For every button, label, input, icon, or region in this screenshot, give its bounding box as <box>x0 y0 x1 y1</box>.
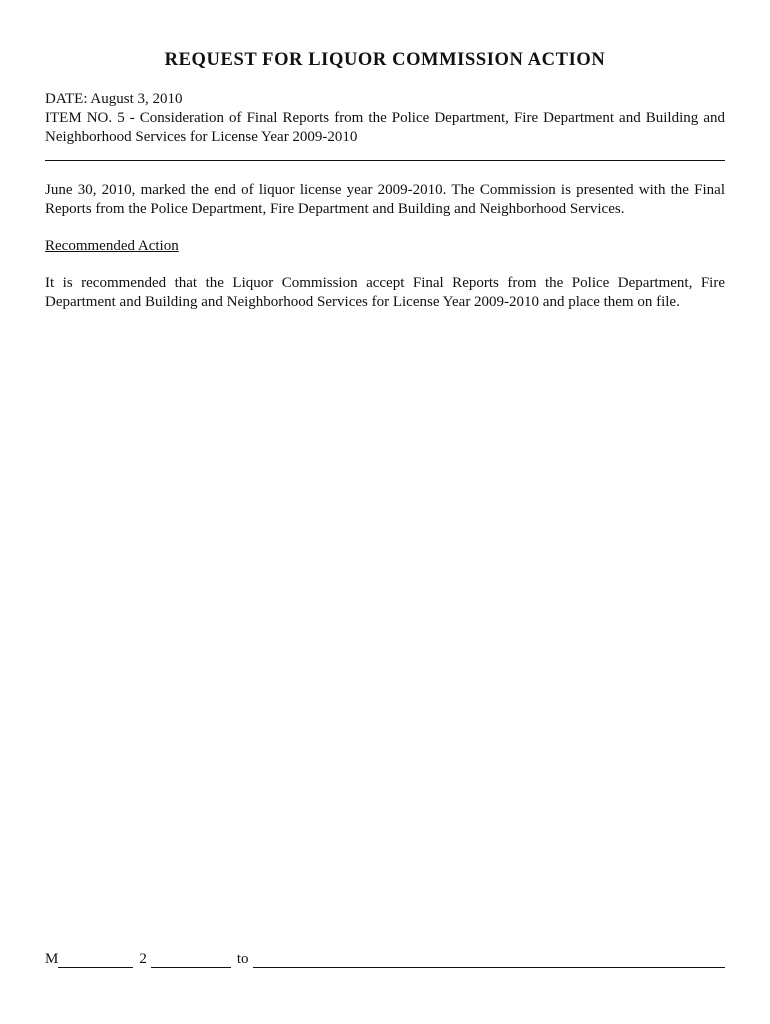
divider <box>45 160 725 161</box>
page-title: REQUEST FOR LIQUOR COMMISSION ACTION <box>164 50 606 70</box>
date-line: DATE: August 3, 2010 <box>45 91 183 107</box>
motion-line <box>45 951 725 968</box>
item-line-1: ITEM NO. 5 - Consideration of Final Reports from the Police Department, Fire Department and Building and <box>45 110 725 126</box>
action-blank <box>253 952 725 968</box>
motion-prefix: M <box>45 951 59 967</box>
item-header <box>45 90 725 147</box>
recommended-action-heading: Recommended Action <box>45 238 179 254</box>
intro-paragraph: June 30, 2010, marked the end of liquor license year 2009-2010. The Commission is presented with the Final Reports from the Police Department, Fire Department and Building and Neighborhood Services. <box>45 182 725 217</box>
motion-to: to <box>236 951 249 967</box>
motion-mid: 2 <box>139 951 147 967</box>
item-line-2: Neighborhood Services for License Year 2009-2010 <box>45 129 358 145</box>
recommendation-paragraph: It is recommended that the Liquor Commission accept Final Reports from the Police Department, Fire Department and Building and Neighborhood Services for License Year 2009-2010 and place them on file. <box>45 275 725 310</box>
mover-blank <box>58 952 133 968</box>
seconder-blank <box>151 952 231 968</box>
